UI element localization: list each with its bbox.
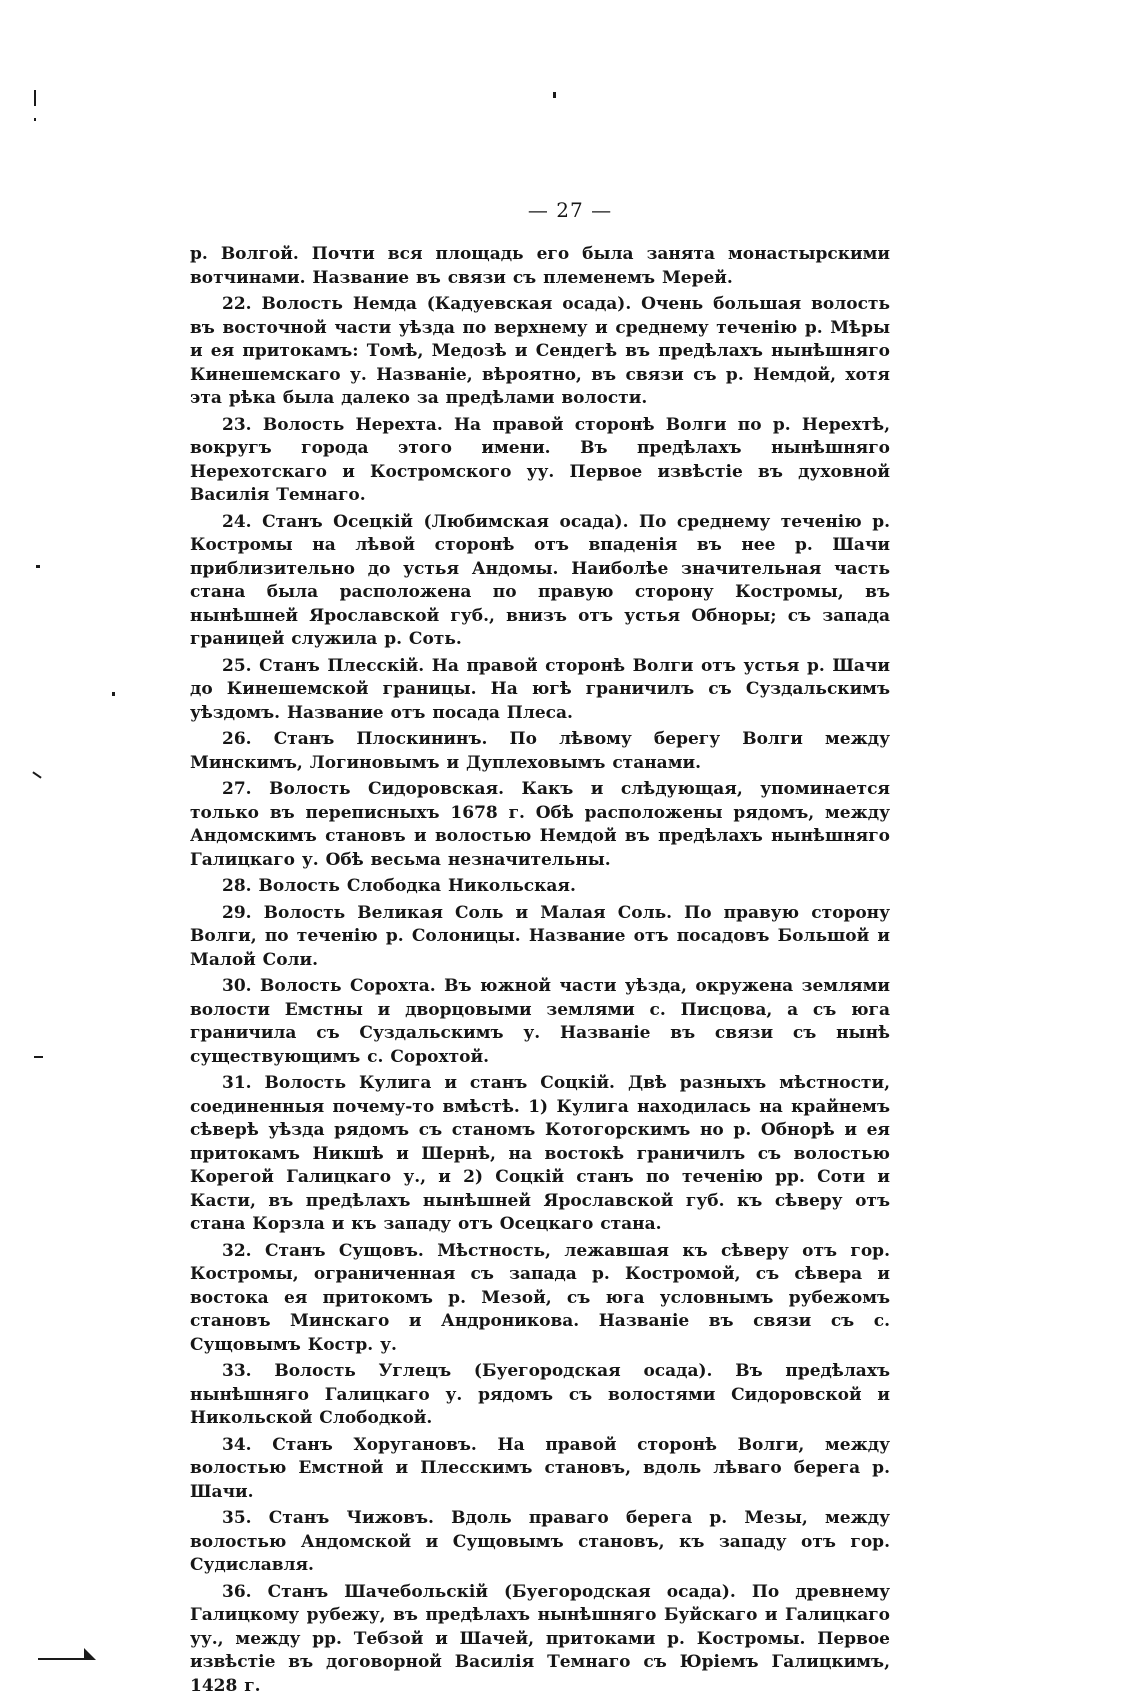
margin-mark [34,1056,43,1058]
margin-mark [34,90,36,106]
paragraph: 28. Волость Слободка Никольская. [222,876,576,896]
paragraph: р. Волгой. Почти вся площадь его была занята монастырскими вотчинами. Название въ связи съ племенемъ Мерей. [190,244,890,288]
paragraph: 34. Станъ Хоругановъ. На правой сторонѣ Волги, между волостью Емстной и Плесскимъ становъ, вдоль лѣваго берега р. Шачи. [190,1434,890,1502]
margin-mark [112,692,115,696]
paragraph: 31. Волость Кулига и станъ Соцкій. Двѣ разныхъ мѣстности, соединенныя почему-то вмѣстѣ. 1) Кулига находилась на крайнемъ сѣверѣ уѣзда рядомъ съ станомъ Котогорскимъ но р. Обнорѣ и ея притокамъ Никшѣ и Шернѣ, на востокѣ граничилъ съ волостью Корегой Галицкаго у., и 2) Соцкій станъ по теченію рр. Соти и Касти, въ предѣлахъ нынѣшней Ярославской губ. къ сѣверу отъ стана Корзла и къ западу отъ Осецкаго стана. [190,1073,890,1234]
margin-mark [32,771,41,778]
margin-mark [38,1658,84,1660]
paragraph: 22. Волость Немда (Кадуевская осада). Очень большая волость въ восточной части уѣзда по верхнему и среднему теченію р. Мѣры и ея притокамъ: Томѣ, Медозѣ и Сендегѣ въ предѣлахъ нынѣшняго Кинешемскаго у. Названіе, вѣроятно, въ связи съ р. Немдой, хотя эта рѣка была далеко за предѣлами волости. [190,294,890,408]
margin-mark [36,565,40,568]
body-text [190,243,890,1701]
paragraph: 36. Станъ Шачебольскій (Буегородская осада). По древнему Галицкому рубежу, въ предѣлахъ нынѣшняго Буйскаго и Галицкаго уу., между рр. Тебзой и Шачей, притоками р. Костромы. Первое извѣстіе въ договорной Василія Темнаго съ Юріемъ Галицкимъ, 1428 г. [190,1581,890,1696]
paragraph: 29. Волость Великая Соль и Малая Соль. По правую сторону Волги, по теченію р. Солоницы. Название отъ посадовъ Большой и Малой Соли. [190,902,890,970]
paragraph: 25. Станъ Плесскій. На правой сторонѣ Волги отъ устья р. Шачи до Кинешемской границы. На югѣ граничилъ съ Суздальскимъ уѣздомъ. Название отъ посада Плеса. [190,655,890,723]
paragraph: 24. Станъ Осецкій (Любимская осада). По среднему теченію р. Костромы на лѣвой сторонѣ отъ впаденія въ нее р. Шачи приблизительно до устья Андомы. Наиболѣе значительная часть стана была расположена по правую сторону Костромы, въ нынѣшней Ярославской губ., внизъ отъ устья Обноры; съ запада границей служила р. Соть. [190,511,890,649]
paragraph: 33. Волость Углецъ (Буегородская осада). Въ предѣлахъ нынѣшняго Галицкаго у. рядомъ съ волостями Сидоровской и Никольской Слободкой. [190,1361,890,1428]
margin-mark [84,1648,96,1660]
margin-mark [34,118,36,121]
paragraph: 35. Станъ Чижовъ. Вдоль праваго берега р. Мезы, между волостью Андомской и Сущовымъ становъ, къ западу отъ гор. Судиславля. [190,1508,890,1575]
paragraph: 32. Станъ Сущовъ. Мѣстность, лежавшая къ сѣверу отъ гор. Костромы, ограниченная съ запада р. Костромой, съ сѣвера и востока ея притокомъ р. Мезой, съ юга условнымъ рубежомъ становъ Минскаго и Андроникова. Названіе въ связи съ с. Сущовымъ Костр. у. [190,1240,890,1355]
paragraph: 30. Волость Сорохта. Въ южной части уѣзда, окружена землями волости Емстны и дворцовыми землями с. Писцова, а съ юга граничила съ Суздальскимъ у. Названіе въ связи съ нынѣ существующимъ с. Сорохтой. [190,976,890,1067]
scan-speck [553,92,556,98]
paragraph: 26. Станъ Плоскининъ. По лѣвому берегу Волги между Минскимъ, Логиновымъ и Дуплеховымъ станами. [190,729,890,773]
page-number: — 27 — [527,198,613,222]
paragraph: 23. Волость Нерехта. На правой сторонѣ Волги по р. Нерехтѣ, вокругъ города этого имени. Въ предѣлахъ нынѣшняго Нерехотскаго и Костромского уу. Первое извѣстіе въ духовной Василія Темнаго. [190,414,890,505]
paragraph: 27. Волость Сидоровская. Какъ и слѣдующая, упоминается только въ переписныхъ 1678 г. Обѣ расположены рядомъ, между Андомскимъ становъ и волостью Немдой въ предѣлахъ нынѣшняго Галицкаго у. Обѣ весьма незначительны. [190,779,890,870]
